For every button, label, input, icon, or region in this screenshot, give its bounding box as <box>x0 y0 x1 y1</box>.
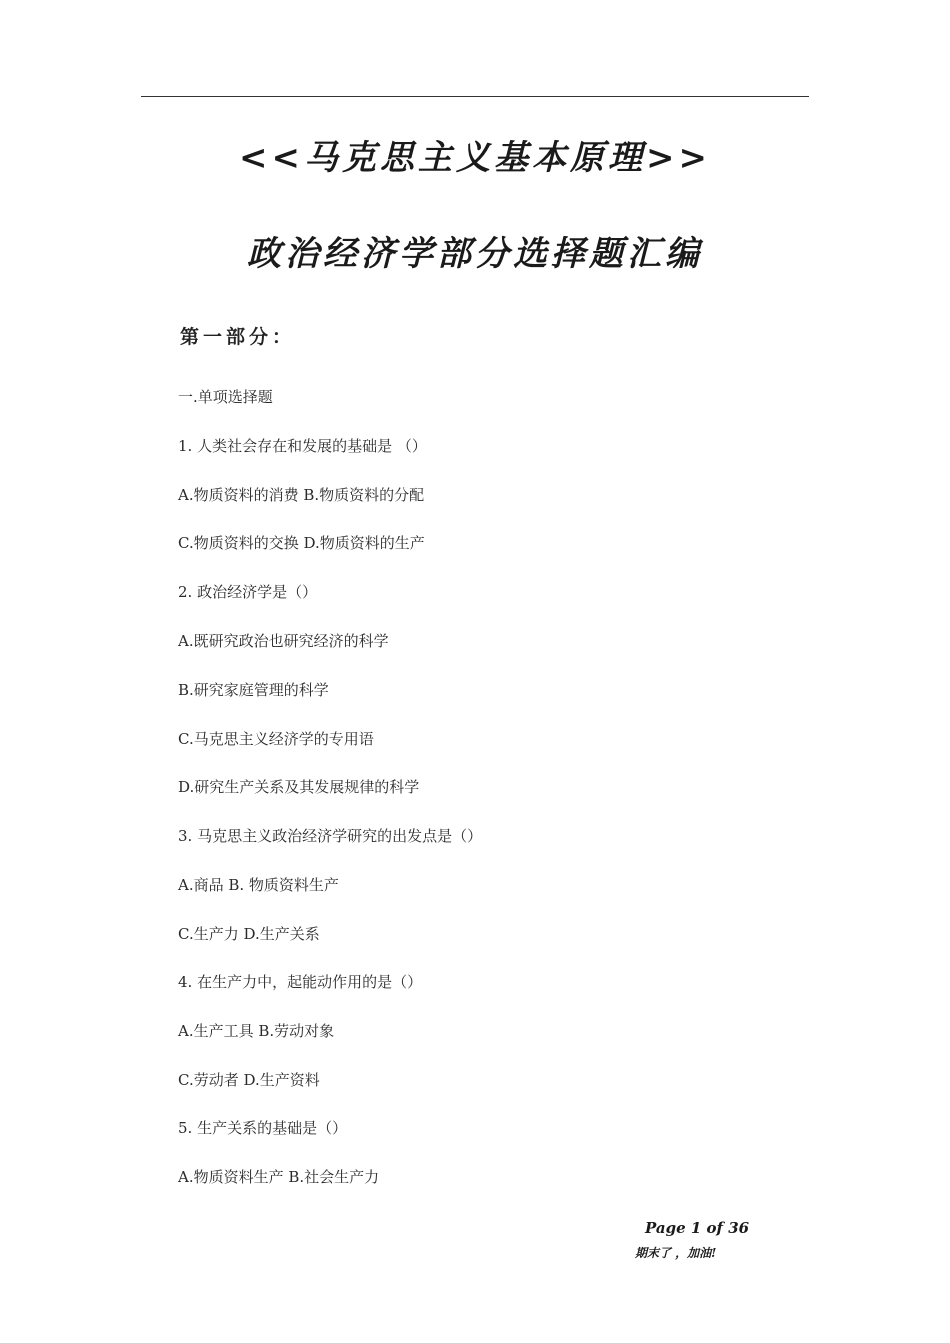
question-2-option-b: B.研究家庭管理的科学 <box>178 681 329 699</box>
document-subtitle: 政治经济学部分选择题汇编 <box>247 234 703 274</box>
question-5: 5. 生产关系的基础是（） <box>178 1119 348 1137</box>
question-3: 3. 马克思主义政治经济学研究的出发点是（） <box>178 827 483 845</box>
question-4-options-cd: C.劳动者 D.生产资料 <box>178 1071 320 1089</box>
question-2: 2. 政治经济学是（） <box>178 583 318 601</box>
question-3-options-ab: A.商品 B. 物质资料生产 <box>178 876 339 894</box>
question-2-option-a: A.既研究政治也研究经济的科学 <box>178 632 389 650</box>
question-3-options-cd: C.生产力 D.生产关系 <box>178 925 320 943</box>
page-number: Page 1 of 36 <box>645 1219 750 1237</box>
section-heading: 第一部分： <box>180 326 296 348</box>
question-2-option-d: D.研究生产关系及其发展规律的科学 <box>178 778 420 796</box>
footer-note: 期末了 ，加油! <box>635 1246 717 1260</box>
document-title: <<马克思主义基本原理>> <box>239 138 711 178</box>
question-type-heading: 一.单项选择题 <box>178 388 273 406</box>
question-1: 1. 人类社会存在和发展的基础是 （） <box>178 437 427 455</box>
question-1-options-ab: A.物质资料的消费 B.物质资料的分配 <box>178 486 425 504</box>
question-1-options-cd: C.物质资料的交换 D.物质资料的生产 <box>178 534 425 552</box>
question-5-options-ab: A.物质资料生产 B.社会生产力 <box>178 1168 380 1186</box>
question-4: 4. 在生产力中，起能动作用的是（） <box>178 973 423 991</box>
top-divider-line <box>141 96 809 97</box>
question-2-option-c: C.马克思主义经济学的专用语 <box>178 730 374 748</box>
question-4-options-ab: A.生产工具 B.劳动对象 <box>178 1022 335 1040</box>
